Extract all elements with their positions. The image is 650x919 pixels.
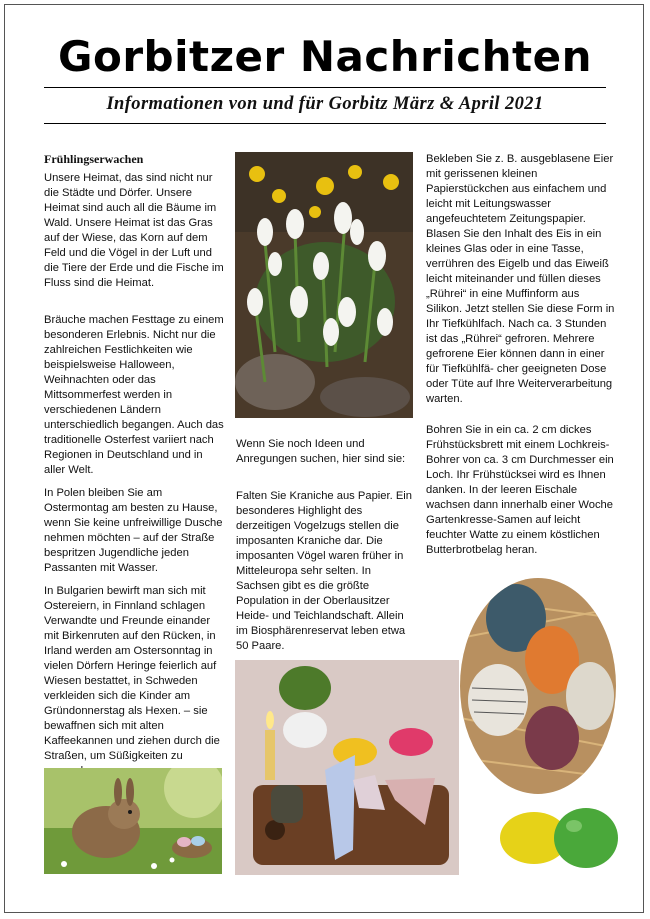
paragraph-bulgarien: In Bulgarien bewirft man sich mit Ostereiern, in Finnland schlagen Verwandte und Freunde einander mit Birkenruten auf den Rücken, in Irland werden am Ostersonntag in vielen Dörfern Heringe feierlich auf Wiesen bestattet, in Schweden verkleiden sich die Kinder am Gründonnerstag als Hexen. – sie bewaffnen sich mit alten Kaffeekannen und ziehen durch die Straßen, um Süßigkeiten zu [44, 585, 220, 762]
paragraph-kraniche: Falten Sie Kraniche aus Papier. Ein besonderes Highlight des derzeitigen Vogelzugs stellen die imposanten Kraniche dar. Die imposanten Vögel waren früher in Mitteleuropa sehr selten. In Sachsen gibt es die größte Population in der Oberlausitzer Heide- und Teichlandschaft. Allein im Biosphärenreservat leben etwa 50 Paare. [236, 490, 412, 652]
article-column-2 [236, 437, 412, 662]
newspaper-title: Gorbitzer Nachrichten [57, 32, 592, 81]
article-column-1 [44, 152, 224, 787]
paragraph-eier-bekleben: Bekleben Sie z. B. ausgeblasene Eier mit gerissenen kleinen Papierstückchen aus einfachem und leicht mit Leitungswasser angefeuchtetem Zeitungspapier. Blasen Sie den Inhalt des Eis in ein kleines Glas oder in eine Tasse, verrühren des Eigelb und das Eiweiß leicht miteinander und füllen dieses „Rührei“ in eine Muffinform aus Silikon. Jetzt stellen Sie diese Form in Ihr Tiefkühlfach. Nach ca. 3 Stunden ist das „Rührei“ gefroren. Mehrere gefrorene Eier können dann in einer für Tiefkühlfä- cher geeigneten Dose oder Tüte auf Ihre Weiterverarbeitung warten. [426, 153, 615, 405]
paragraph-fruehstuecksbrett: Bohren Sie in ein ca. 2 cm dickes Frühstücksbrett mit einem Lochkreis-Bohrer von ca. 3 cm Durchmesser ein Loch. Ihr Frühstücksei wird es Ihnen danken. In der leeren Eischale wachsen dann innerhalb einer Woche Gartenkresse-Samen auf leicht feuchter Watte zu einem köstlichen Butterbrotbelag heran. [426, 424, 614, 556]
rabbit-photo [44, 768, 222, 874]
origami-cranes-photo [235, 660, 459, 875]
article-column-3 [426, 152, 616, 566]
paragraph-polen: In Polen bleiben Sie am Ostermontag am besten zu Hause, wenn Sie keine unfreiwillige Dusche nehmen möchten – auf der Straße bespritzen Jugendliche jeden Passanten mit Wasser. [44, 487, 223, 574]
decorated-eggs-photo [460, 578, 616, 794]
paragraph-ideen: Wenn Sie noch Ideen und Anregungen suchen, hier sind sie: [236, 438, 406, 465]
newspaper-subtitle: Informationen von und für Gorbitz März & April 2021 [106, 94, 544, 114]
paragraph-heimat: Unsere Heimat, das sind nicht nur die Städte und Dörfer. Unsere Heimat sind auch all die Bäume im Wald. Unsere Heimat ist das Gras auf der Wiese, das Korn auf dem Feld und die Vögel in der Luft und die Tiere der Erde und die Fische im Fluss sind die Heimat. [44, 172, 224, 289]
paragraph-braeuche: Bräuche machen Festtage zu einem besonderen Erlebnis. Nicht nur die zahlreichen Festlichkeiten wie beispielsweise Halloween, Weihnachten oder das Mittsommerfest werden in verschiedenen Ländern unterschiedlich begangen. Auch das traditionelle Osterfest variiert nach Regionen in Deutschland und in aller Welt. [44, 314, 224, 476]
title-rule-top [44, 87, 606, 88]
snowdrops-photo [235, 152, 413, 418]
title-rule-bottom [44, 123, 606, 124]
yellow-green-eggs-photo [496, 800, 620, 874]
article-heading: Frühlingserwachen [44, 152, 144, 166]
